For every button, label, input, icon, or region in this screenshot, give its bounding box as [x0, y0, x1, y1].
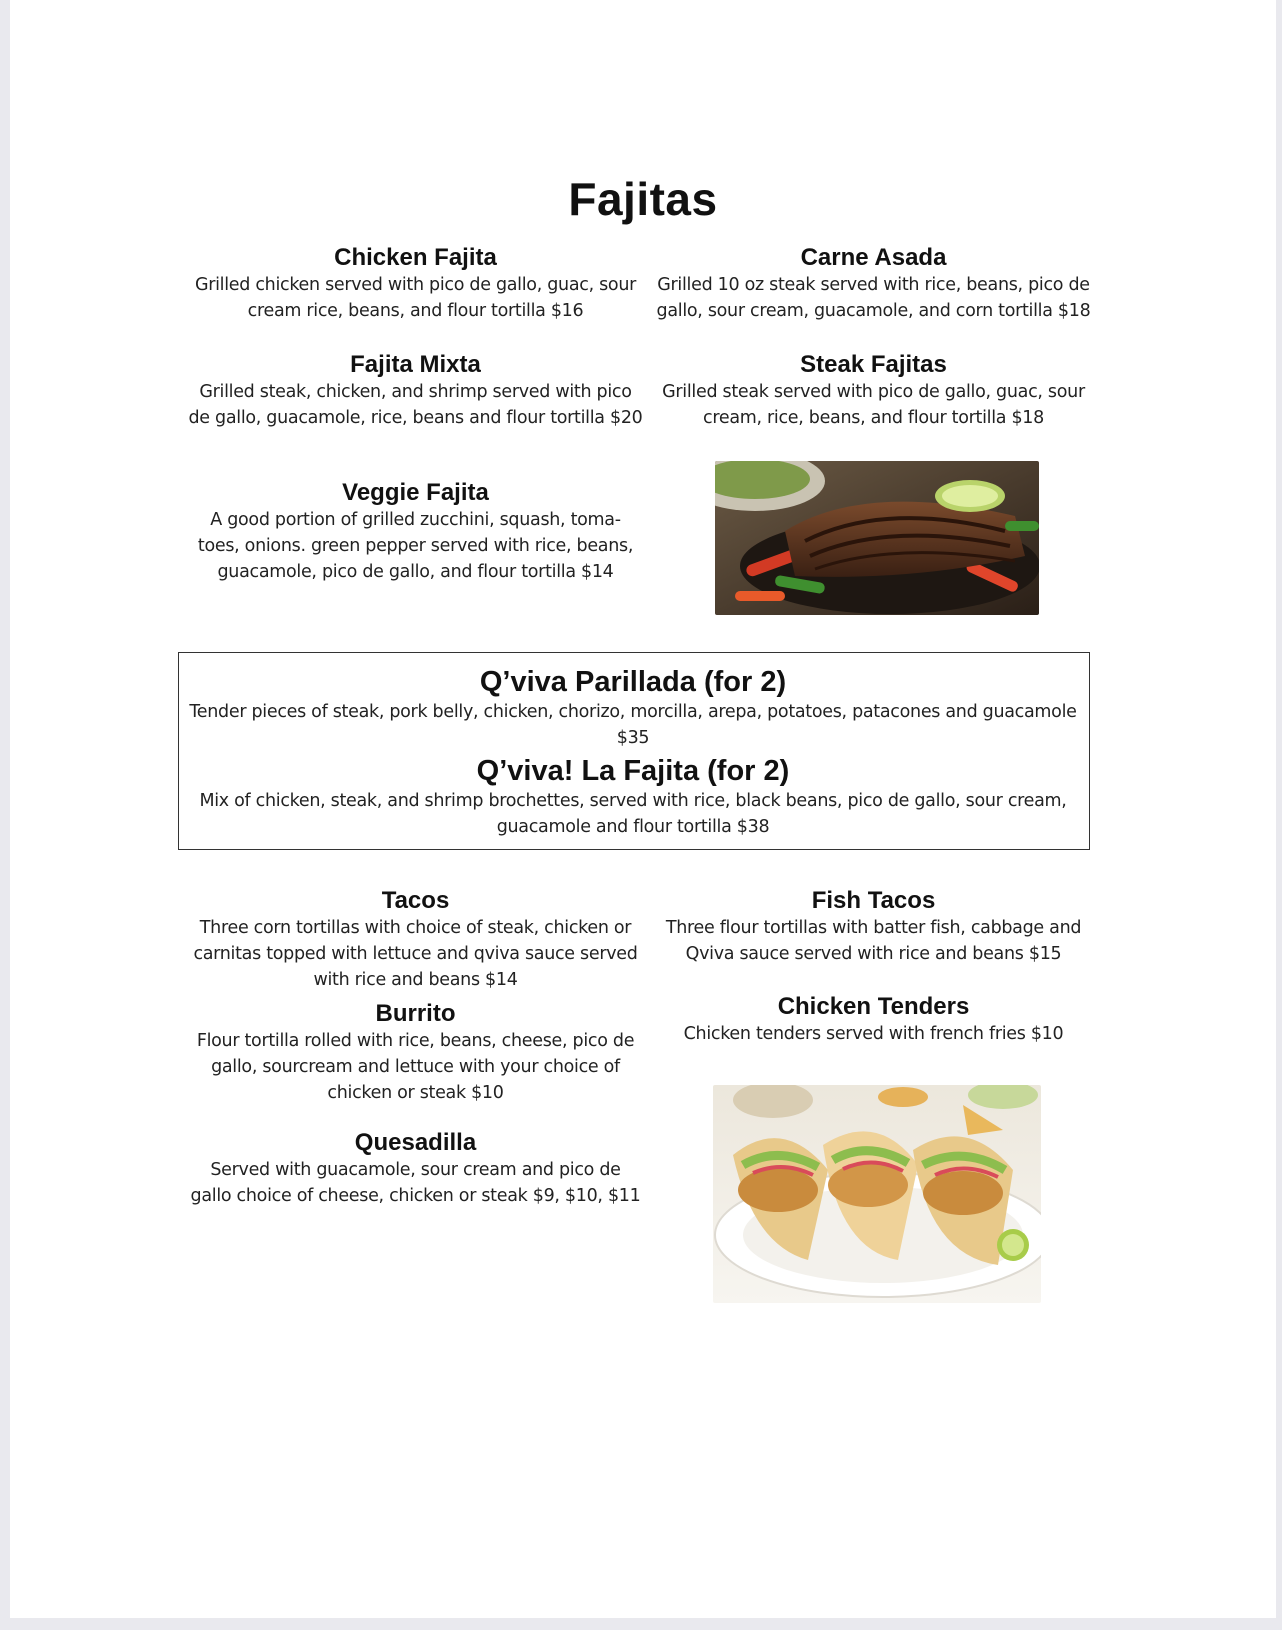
menu-item-veggie-fajita	[188, 479, 643, 585]
item-description: A good portion of grilled zucchini, squash, toma- toes, onions. green pepper served with rice, beans, guacamole, pico de gallo, and flour tortilla $14	[197, 510, 634, 582]
menu-item-parillada	[189, 665, 1077, 751]
item-name: Fish Tacos	[811, 887, 936, 914]
item-name: Veggie Fajita	[342, 479, 489, 506]
item-description: Three corn tortillas with choice of steak, chicken or carnitas topped with lettuce and qviva sauce served with rice and beans $14	[193, 918, 638, 990]
menu-item-quesadilla	[188, 1129, 643, 1209]
menu-item-burrito	[188, 1000, 643, 1106]
item-description: Three flour tortillas with batter fish, cabbage and Qviva sauce served with rice and beans $15	[665, 918, 1082, 964]
steak-fajita-photo	[715, 461, 1039, 615]
specials-box	[178, 652, 1090, 850]
item-name: Carne Asada	[800, 244, 947, 271]
item-description: Served with guacamole, sour cream and pico de gallo choice of cheese, chicken or steak $9, $10, $11	[190, 1160, 641, 1206]
menu-item-chicken-fajita	[188, 244, 643, 324]
page-title: Fajitas	[568, 173, 718, 225]
item-description: Grilled steak, chicken, and shrimp served with pico de gallo, guacamole, rice, beans and flour tortilla $20	[188, 382, 643, 428]
menu-item-tacos	[188, 887, 643, 993]
item-name: Chicken Fajita	[334, 244, 497, 271]
menu-page	[10, 0, 1276, 1618]
fish-tacos-photo	[713, 1085, 1041, 1303]
menu-item-la-fajita	[189, 754, 1077, 840]
item-description: Grilled chicken served with pico de gallo, guac, sour cream rice, beans, and flour tortilla $16	[194, 275, 637, 321]
menu-item-carne-asada	[646, 244, 1101, 324]
item-description: Chicken tenders served with french fries $10	[683, 1024, 1064, 1044]
item-name: Burrito	[375, 1000, 456, 1027]
item-name: Quesadilla	[354, 1129, 477, 1156]
item-name: Steak Fajitas	[800, 351, 947, 378]
item-description: Grilled 10 oz steak served with rice, beans, pico de gallo, sour cream, guacamole, and corn tortilla $18	[656, 275, 1091, 321]
item-name: Chicken Tenders	[777, 993, 970, 1020]
item-name: Q’viva Parillada (for 2)	[479, 666, 787, 698]
item-name: Tacos	[381, 887, 450, 914]
item-description: Flour tortilla rolled with rice, beans, cheese, pico de gallo, sourcream and lettuce with your choice of chicken or steak $10	[196, 1031, 635, 1103]
menu-item-chicken-tenders	[646, 993, 1101, 1047]
item-description: Grilled steak served with pico de gallo, guac, sour cream, rice, beans, and flour tortilla $18	[662, 382, 1085, 428]
menu-item-fajita-mixta	[188, 351, 643, 431]
item-name: Q’viva! La Fajita (for 2)	[476, 755, 790, 787]
item-description: Tender pieces of steak, pork belly, chicken, chorizo, morcilla, arepa, potatoes, patacones and guacamole $35	[189, 702, 1077, 748]
menu-item-steak-fajitas	[646, 351, 1101, 431]
menu-item-fish-tacos	[646, 887, 1101, 967]
item-description: Mix of chicken, steak, and shrimp brochettes, served with rice, black beans, pico de gallo, sour cream, guacamole and flour tortilla $38	[199, 791, 1067, 837]
item-name: Fajita Mixta	[350, 351, 481, 378]
